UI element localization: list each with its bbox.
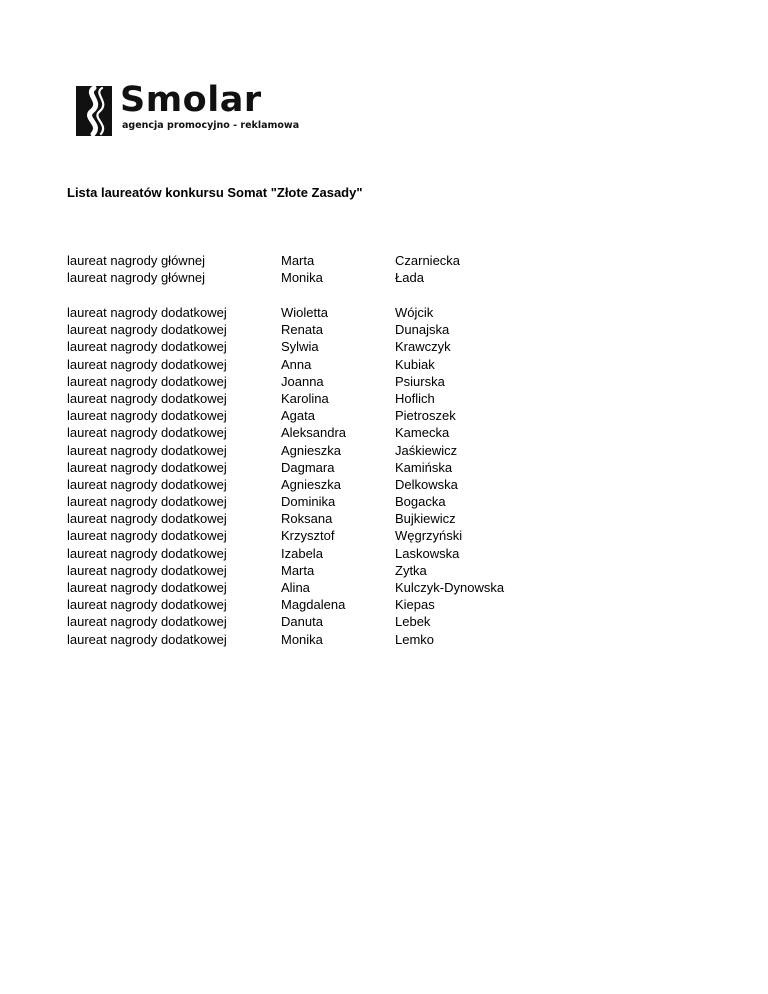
first-name: Monika (281, 631, 323, 647)
last-name: Czarniecka (395, 253, 461, 268)
last-name: Kamińska (395, 459, 453, 475)
last-name: Delkowska (395, 476, 458, 492)
logo-tagline: agencja promocyjno - reklamowa (122, 120, 300, 131)
first-name: Krzysztof (281, 528, 335, 544)
prize-category: laureat nagrody dodatkowej (67, 631, 227, 647)
last-name: Wójcik (395, 305, 434, 320)
prize-category: laureat nagrody dodatkowej (67, 442, 227, 458)
prize-category: laureat nagrody dodatkowej (67, 562, 227, 578)
last-name: Psiurska (395, 373, 445, 389)
last-name: Kulczyk-Dynowska (395, 580, 505, 595)
list-item (67, 356, 547, 373)
last-name: Lemko (395, 631, 435, 647)
last-name: Pietroszek (395, 408, 456, 424)
first-name: Joanna (281, 373, 324, 389)
first-name: Agnieszka (281, 476, 341, 492)
last-name: Bogacka (395, 494, 446, 510)
first-name: Karolina (281, 390, 329, 406)
list-item (67, 442, 547, 459)
first-name: Renata (281, 322, 323, 338)
list-item (67, 321, 547, 338)
last-name: Laskowska (395, 545, 460, 561)
first-name: Agata (281, 408, 315, 424)
last-name: Zytka (395, 562, 427, 578)
company-logo (76, 80, 300, 138)
main-prize-list (67, 252, 547, 286)
first-name: Alina (281, 580, 310, 595)
last-name: Dunajska (395, 322, 450, 338)
first-name: Marta (281, 562, 315, 578)
prize-category: laureat nagrody dodatkowej (67, 459, 227, 475)
first-name: Dagmara (281, 459, 335, 475)
list-item (67, 424, 547, 441)
prize-category: laureat nagrody dodatkowej (67, 494, 227, 510)
first-name: Agnieszka (281, 442, 341, 458)
prize-category: laureat nagrody dodatkowej (67, 390, 227, 406)
prize-category: laureat nagrody dodatkowej (67, 356, 227, 372)
prize-category: laureat nagrody dodatkowej (67, 305, 227, 320)
logo-name: Smolar (120, 80, 262, 120)
list-item (67, 304, 547, 321)
first-name: Aleksandra (281, 425, 347, 441)
first-name: Sylwia (281, 339, 319, 355)
smolar-logo-icon (76, 86, 112, 136)
list-item (67, 545, 547, 562)
prize-category: laureat nagrody dodatkowej (67, 511, 227, 527)
last-name: Węgrzyński (395, 528, 463, 544)
list-item (67, 527, 547, 544)
last-name: Jaśkiewicz (395, 442, 458, 458)
prize-category: laureat nagrody dodatkowej (67, 476, 227, 492)
prize-category: laureat nagrody dodatkowej (67, 597, 227, 613)
list-item (67, 338, 547, 355)
list-item (67, 373, 547, 390)
list-item (67, 631, 547, 648)
prize-category: laureat nagrody dodatkowej (67, 614, 227, 630)
list-item (67, 459, 547, 476)
first-name: Anna (281, 356, 312, 372)
list-item (67, 390, 547, 407)
list-item (67, 269, 547, 286)
first-name: Dominika (281, 494, 336, 510)
prize-category: laureat nagrody dodatkowej (67, 339, 227, 355)
last-name: Kamecka (395, 425, 450, 441)
first-name: Izabela (281, 545, 323, 561)
list-item (67, 613, 547, 630)
first-name: Wioletta (281, 305, 328, 320)
last-name: Lebek (395, 614, 431, 630)
last-name: Hoflich (395, 390, 435, 406)
last-name: Kiepas (395, 597, 435, 613)
list-item (67, 510, 547, 527)
list-item (67, 407, 547, 424)
last-name: Krawczyk (395, 339, 451, 355)
prize-category: laureat nagrody dodatkowej (67, 580, 227, 595)
prize-category: laureat nagrody dodatkowej (67, 545, 227, 561)
first-name: Magdalena (281, 597, 346, 613)
list-item (67, 476, 547, 493)
prize-category: laureat nagrody dodatkowej (67, 425, 227, 441)
list-item (67, 596, 547, 613)
list-item (67, 579, 547, 596)
list-item (67, 562, 547, 579)
page-title: Lista laureatów konkursu Somat "Złote Zasady" (67, 185, 363, 200)
last-name: Łada (395, 270, 424, 286)
first-name: Danuta (281, 614, 323, 630)
first-name: Monika (281, 270, 323, 286)
list-item (67, 252, 547, 269)
first-name: Marta (281, 253, 315, 268)
last-name: Kubiak (395, 356, 435, 372)
prize-category: laureat nagrody głównej (67, 270, 206, 286)
first-name: Roksana (281, 511, 333, 527)
last-name: Bujkiewicz (395, 511, 456, 527)
list-item (67, 493, 547, 510)
additional-prize-list (67, 304, 547, 648)
prize-category: laureat nagrody dodatkowej (67, 322, 227, 338)
prize-category: laureat nagrody dodatkowej (67, 373, 227, 389)
prize-category: laureat nagrody dodatkowej (67, 408, 227, 424)
prize-category: laureat nagrody dodatkowej (67, 528, 227, 544)
prize-category: laureat nagrody głównej (67, 253, 206, 268)
